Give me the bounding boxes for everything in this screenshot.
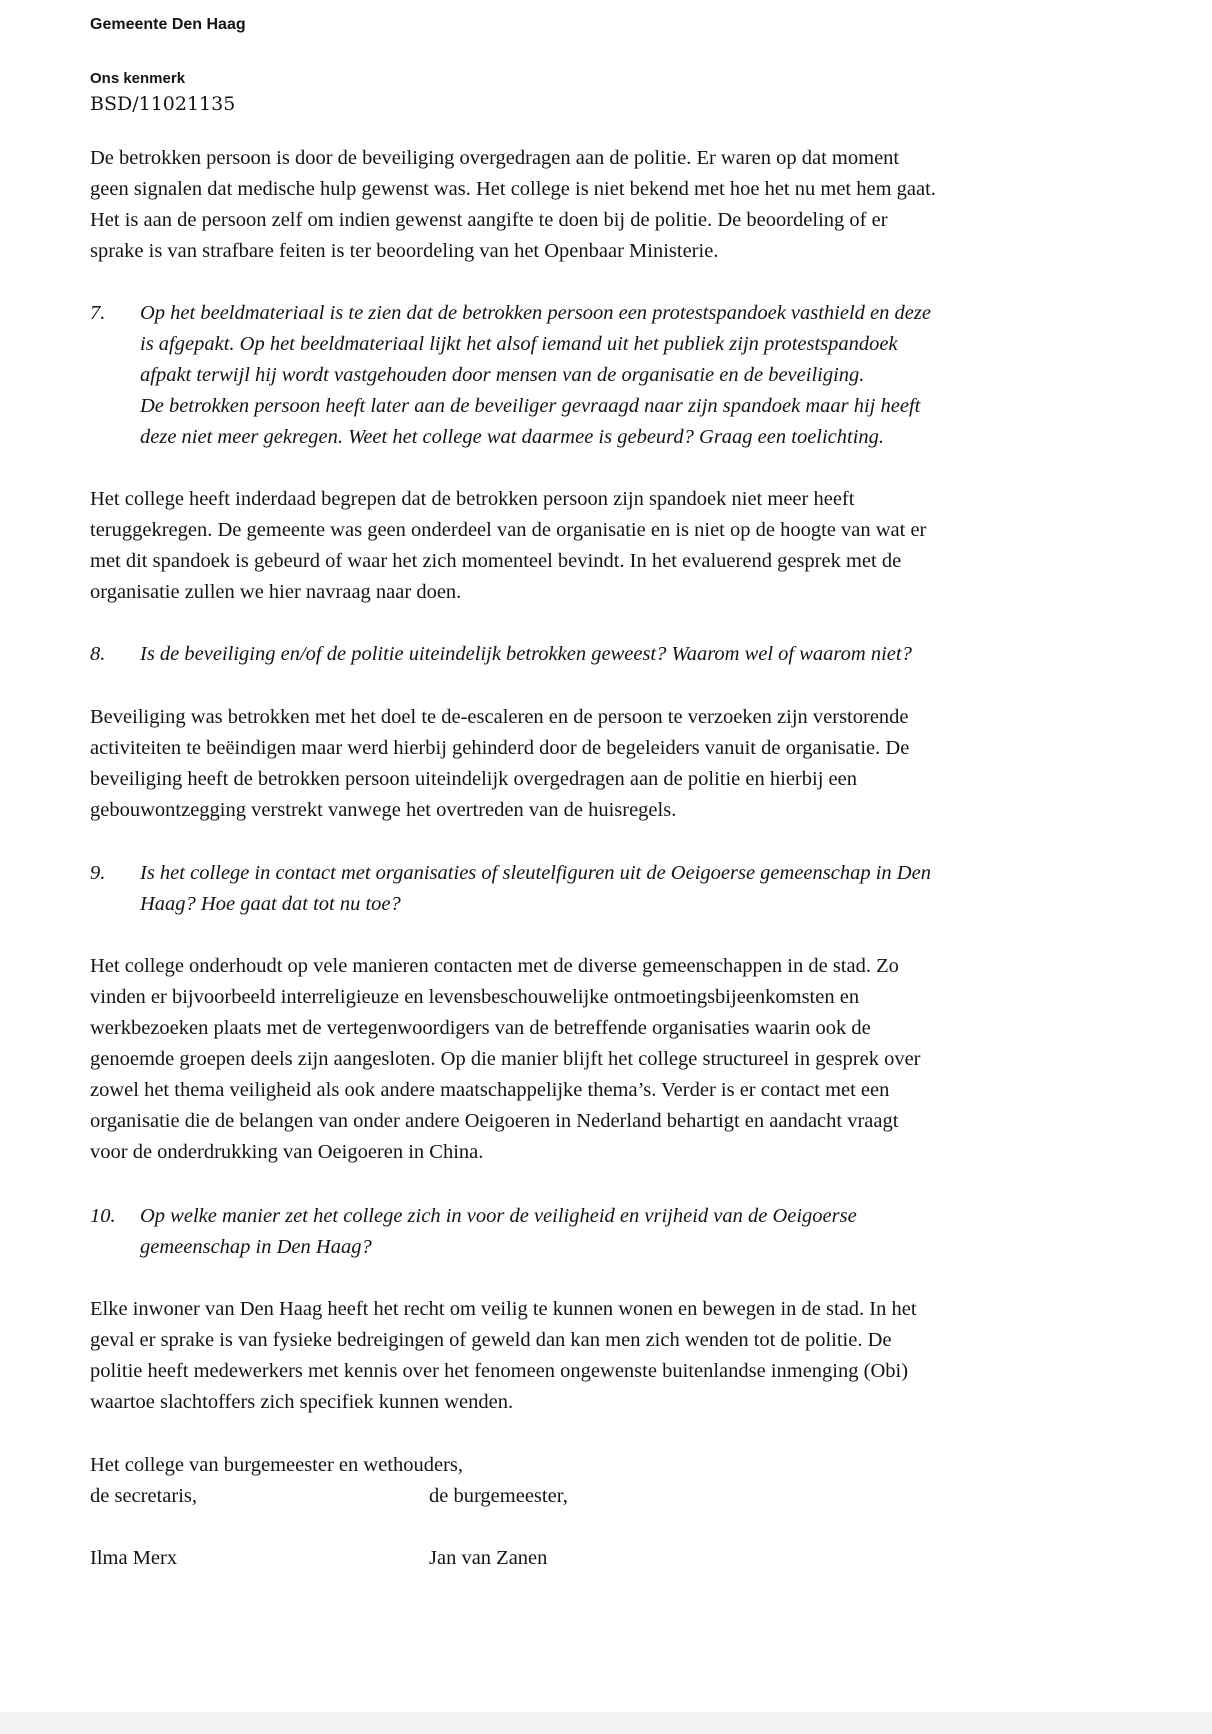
question-number: 7. [90, 302, 106, 324]
answer-paragraph-8 [90, 702, 1130, 826]
text-line: gebouwontzegging verstrekt vanwege het overtreden van de huisregels. [90, 799, 677, 821]
text-line: zowel het thema veiligheid als ook andere maatschappelijke thema’s. Verder is er contact met een [90, 1079, 890, 1101]
secretary-title: de secretaris, [90, 1485, 197, 1507]
text-line: Het college heeft inderdaad begrepen dat de betrokken persoon zijn spandoek niet meer heeft [90, 488, 855, 510]
text-line: De betrokken persoon is door de beveiliging overgedragen aan de politie. Er waren op dat moment [90, 147, 900, 169]
question-line: deze niet meer gekregen. Weet het college wat daarmee is gebeurd? Graag een toelichting. [140, 426, 885, 448]
question-10 [90, 1201, 1130, 1263]
question-number: 8. [90, 643, 106, 665]
text-line: geen signalen dat medische hulp gewenst was. Het college is niet bekend met hoe het nu met hem gaat. [90, 178, 936, 200]
question-line: De betrokken persoon heeft later aan de beveiliger gevraagd naar zijn spandoek maar hij heeft [140, 395, 921, 417]
text-line: politie heeft medewerkers met kennis over het fenomeen ongewenste buitenlandse inmenging (Obi) [90, 1360, 909, 1382]
answer-paragraph-7 [90, 484, 1130, 608]
text-line: Beveiliging was betrokken met het doel te de-escaleren en de persoon te verzoeken zijn verstorende [90, 706, 909, 728]
text-line: genoemde groepen deels zijn aangesloten. Op die manier blijft het college structureel in gesprek over [90, 1048, 921, 1070]
text-line: organisatie die de belangen van onder andere Oeigoeren in Nederland behartigt en aandacht vraagt [90, 1110, 899, 1132]
question-line: Op het beeldmateriaal is te zien dat de betrokken persoon een protestspandoek vasthield en deze [140, 302, 931, 324]
question-number: 9. [90, 862, 106, 884]
text-line: waartoe slachtoffers zich specifiek kunnen wenden. [90, 1391, 514, 1413]
question-line: Is de beveiliging en/of de politie uiteindelijk betrokken geweest? Waarom wel of waarom niet? [140, 643, 912, 665]
mayor-title: de burgemeester, [429, 1485, 568, 1507]
question-8 [90, 639, 1130, 670]
text-line: Het college onderhoudt op vele manieren contacten met de diverse gemeenschappen in de stad. Zo [90, 955, 899, 977]
text-line: geval er sprake is van fysieke bedreigingen of geweld dan kan men zich wenden tot de politie. De [90, 1329, 892, 1351]
question-line: is afgepakt. Op het beeldmateriaal lijkt het alsof iemand uit het publiek zijn protestspandoek [140, 333, 898, 355]
question-line: Haag? Hoe gaat dat tot nu toe? [140, 893, 401, 915]
secretary-name: Ilma Merx [90, 1547, 178, 1569]
text-line: werkbezoeken plaats met de vertegenwoordigers van de betreffende organisaties waarin ook de [90, 1017, 871, 1039]
question-number: 10. [90, 1205, 116, 1227]
text-line: vinden er bijvoorbeeld interreligieuze en levensbeschouwelijke ontmoetingsbijeenkomsten en [90, 986, 860, 1008]
question-7 [90, 298, 1130, 453]
text-line: sprake is van strafbare feiten is ter beoordeling van het Openbaar Ministerie. [90, 240, 719, 262]
answer-paragraph-9 [90, 951, 1130, 1168]
text-line: teruggekregen. De gemeente was geen onderdeel van de organisatie en is niet op de hoogte van wat er [90, 519, 927, 541]
reference-value: BSD/11021135 [90, 93, 236, 115]
reference-label: Ons kenmerk [90, 70, 186, 87]
question-9 [90, 858, 1130, 920]
closing-line: Het college van burgemeester en wethouders, [90, 1454, 464, 1476]
text-line: voor de onderdrukking van Oeigoeren in China. [90, 1141, 484, 1163]
answer-paragraph-10 [90, 1294, 1130, 1418]
text-line: organisatie zullen we hier navraag naar doen. [90, 581, 462, 603]
text-line: Elke inwoner van Den Haag heeft het recht om veilig te kunnen wonen en bewegen in de stad. In het [90, 1298, 917, 1320]
organisation-name: Gemeente Den Haag [90, 16, 246, 33]
text-line: met dit spandoek is gebeurd of waar het zich momenteel bevindt. In het evaluerend gesprek met de [90, 550, 902, 572]
page-bottom-band [0, 1712, 1212, 1734]
mayor-name: Jan van Zanen [429, 1547, 548, 1569]
question-line: afpakt terwijl hij wordt vastgehouden door mensen van de organisatie en de beveiliging. [140, 364, 865, 386]
question-line: gemeenschap in Den Haag? [140, 1236, 372, 1258]
question-line: Op welke manier zet het college zich in voor de veiligheid en vrijheid van de Oeigoerse [140, 1205, 857, 1227]
text-line: Het is aan de persoon zelf om indien gewenst aangifte te doen bij de politie. De beoordeling of er [90, 209, 888, 231]
answer-paragraph-6 [90, 143, 1130, 267]
text-line: beveiliging heeft de betrokken persoon uiteindelijk overgedragen aan de politie en hierbij een [90, 768, 857, 790]
text-line: activiteiten te beëindigen maar werd hierbij gehinderd door de begeleiders vanuit de organisatie. De [90, 737, 910, 759]
question-line: Is het college in contact met organisaties of sleutelfiguren uit de Oeigoerse gemeenschap in Den [140, 862, 931, 884]
